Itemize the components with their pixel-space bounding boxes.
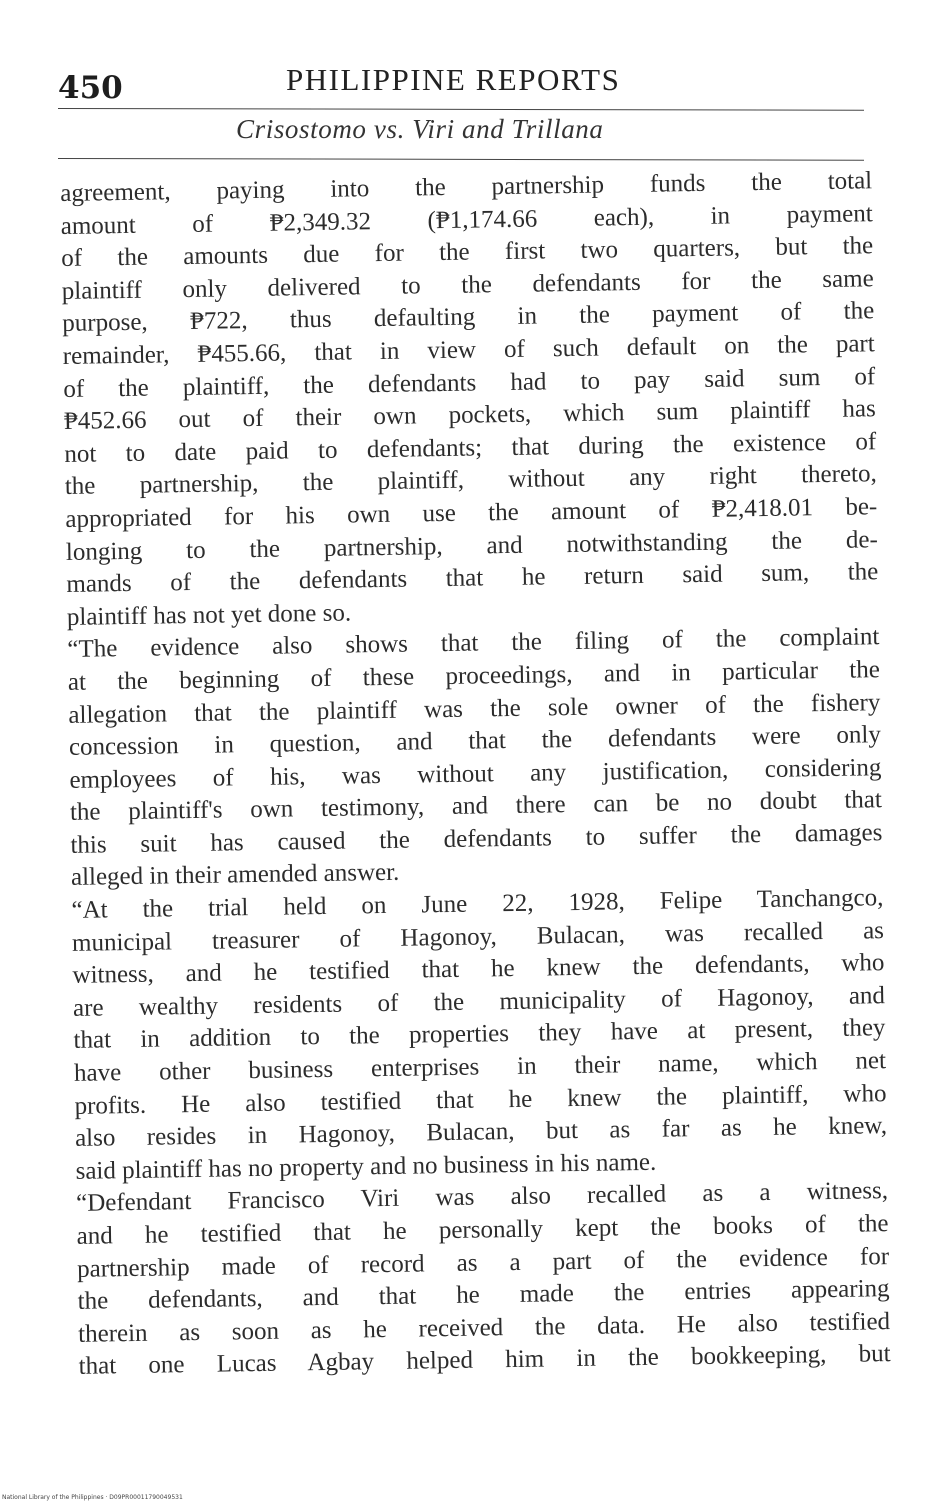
text-line: the defendants, and that he made the entries appearing xyxy=(77,1275,890,1316)
text-line: at the beginning of these proceedings, and in particular the xyxy=(67,656,881,696)
text-line: alleged in their amended answer. xyxy=(70,859,400,892)
text-line: longing to the partnership, and notwithstanding the de- xyxy=(65,525,878,566)
text-line: of the plaintiff, the defendants had to pay said sum of xyxy=(63,362,876,403)
text-line: “The evidence also shows that the filing of the complaint xyxy=(67,623,880,664)
text-line: said plaintiff has no property and no business in his name. xyxy=(75,1148,657,1185)
text-line: that in addition to the properties they have at present, they xyxy=(73,1014,886,1055)
page-header xyxy=(58,58,868,108)
text-line: purpose, ₱722, thus defaulting in the payment of the xyxy=(62,297,875,338)
scan-credit: National Library of the Philippines · D09PR00011790049531 xyxy=(2,1494,183,1501)
text-line: mands of the defendants that he return said sum, the xyxy=(66,558,879,599)
text-line: have other business enterprises in their name, which net xyxy=(73,1047,887,1087)
text-line: the partnership, the plaintiff, without any right thereto, xyxy=(64,460,877,501)
text-line: appropriated for his own use the amount of ₱2,418.01 be- xyxy=(65,493,878,533)
text-line: agreement, paying into the partnership funds the total xyxy=(60,167,873,207)
text-line: and he testified that he personally kept the books of the xyxy=(76,1210,889,1250)
text-line: profits. He also testified that he knew the plaintiff, who xyxy=(74,1079,887,1120)
text-line: the plaintiff's own testimony, and there can be no doubt that xyxy=(69,786,883,827)
header-rule-bottom xyxy=(58,158,864,161)
text-line: plaintiff only delivered to the defendants for the same xyxy=(61,265,874,305)
text-line: “At the trial held on June 22, 1928, Felipe Tanchangco, xyxy=(71,884,884,924)
page-number: 450 xyxy=(58,70,123,106)
text-line: concession in question, and that the defendants were only xyxy=(68,721,882,762)
text-line: plaintiff has not yet done so. xyxy=(66,599,352,631)
text-line: amount of ₱2,349.32 (₱1,174.66 each), in payment xyxy=(60,199,873,240)
text-line: “Defendant Francisco Viri was also recalled as a witness, xyxy=(75,1177,889,1218)
text-line: allegation that the plaintiff was the sole owner of the fishery xyxy=(68,688,881,729)
text-line: not to date paid to defendants; that during the existence of xyxy=(64,427,877,468)
header-rule-top xyxy=(58,108,864,111)
text-line: witness, and he testified that he knew the defendants, who xyxy=(72,949,885,990)
case-title: Crisostomo vs. Viri and Trillana xyxy=(236,114,604,144)
text-line: municipal treasurer of Hagonoy, Bulacan, was recalled as xyxy=(71,916,885,957)
text-line: ₱452.66 out of their own pockets, which sum plaintiff has xyxy=(63,395,876,436)
text-line: therein as soon as he received the data. He also testified xyxy=(77,1307,891,1348)
text-line: employees of his, was without any justification, considering xyxy=(69,753,882,794)
text-line: this suit has caused the defendants to suffer the damages xyxy=(70,819,883,859)
text-line: of the amounts due for the first two quarters, but the xyxy=(61,232,874,273)
running-title: PHILIPPINE REPORTS xyxy=(286,62,621,97)
text-line: also resides in Hagonoy, Bulacan, but as far as he knew, xyxy=(74,1112,888,1153)
body-text xyxy=(60,165,891,1384)
text-line: partnership made of record as a part of the evidence for xyxy=(76,1242,890,1283)
text-line: remainder, ₱455.66, that in view of such default on the part xyxy=(62,330,875,370)
text-line: are wealthy residents of the municipality of Hagonoy, and xyxy=(72,981,886,1022)
text-line: that one Lucas Agbay helped him in the bookkeeping, but xyxy=(78,1340,891,1381)
